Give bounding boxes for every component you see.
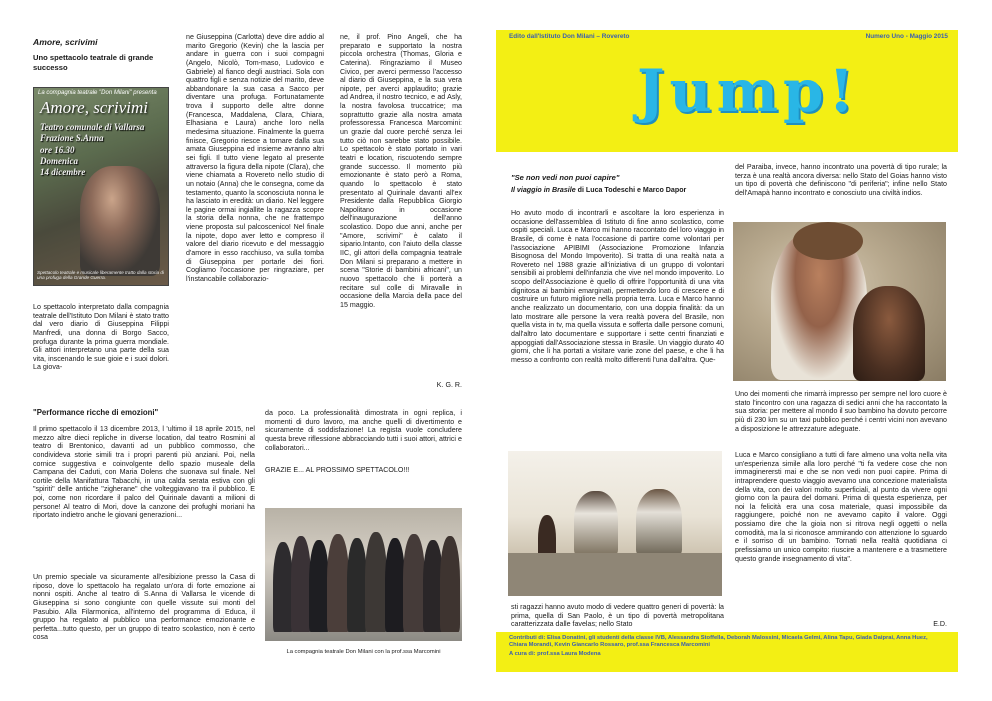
brazil-article-body-2: sti ragazzi hanno avuto modo di vedere quattro generi di povertà: la prima, quella di San Paolo, è un tipo di povertà metropolitana caratterizzata dalle favelas; nello Stato: [511, 603, 724, 629]
performance-paragraph-2: Un premio speciale va sicuramente all'esibizione presso la Casa di riposo, dove lo spettacolo ha regalato un'ora di forte emozione ai nonni ospiti. Anche al teatro di S.Anna di Vallarsa le vicende di Giuseppina si sono congiunte con quelle vissute sui monti del Pasubio. Alla Filarmonica, all'interno del programma di Educa, il gruppo ha regalato al pubblico una performance emozionante e perfetta...tutto questo, per un gruppo di teatro scolastico, non è certo cosa: [33, 573, 255, 642]
article-signature: K. G. R.: [436, 381, 462, 389]
right-page: [496, 0, 992, 701]
brazil-article-signature: E.D.: [933, 620, 947, 628]
curator-credit: A cura di: prof.ssa Laura Modena: [509, 651, 601, 658]
contributors-credits: Contributi di: Elisa Donatini, gli studenti della classe IVB, Alessandra Stoffella, Deborah Malossini, Micaela Gelmi, Alina Tapu, Giada Daiprai, Anna Huez, Chiara Morandi, Kevin Giancarlo Rossaro, prof.ssa Francesca Marcomini: [509, 635, 928, 649]
theatre-group-photo: [265, 508, 462, 641]
poster-top-text: La compagnia teatrale "Don Milani" presenta: [38, 90, 157, 96]
brazil-article-col-right-bottom: Uno dei momenti che rimarrà impresso per sempre nel loro cuore è stato l'incontro con una ragazza di sedici anni che ha raccontato la sua storia: per mettere al mondo il suo bambino ha dovuto percorre più di 230 km su un taxi pubblico perché i centri vicini non avevano a disposizione le attrezzature adeguate.: [735, 390, 947, 433]
issue-label: Numero Uno - Maggio 2015: [865, 33, 948, 40]
publisher-label: Edito dall'Istituto Don Milani – Rovereto: [509, 33, 630, 40]
performance-paragraph-1: Il primo spettacolo il 13 dicembre 2013, l 'ultimo il 18 aprile 2015, nel mezzo altre dieci repliche in diverse location, dal teatro Rosmini al teatro di Brentonico, davanti ad un pubblico commosso, che condivideva storie simili tra i propri parenti più anziani. Poi, nella cornice suggestiva e coinvolgente dello spazio museale della Campana dei Caduti, con Maria Dolens che suonava sul finale. Nel cortile della Manifattura Tabacchi, in una calda serata estiva con gli "spiriti" delle antiche "zigherane" che volteggiavano tra il pubblico. E poi, come non ricordare il palco del Quirinale davanti a milioni di persone! Al teatro di Mori, dove la canzone dei profughi moriani ha riportato indietro anche le giovani generazioni...: [33, 425, 255, 520]
brazil-article-subtitle: Il viaggio in Brasile di Luca Todeschi e Marco Dapor: [511, 186, 687, 195]
performance-grazie: GRAZIE E... AL PROSSIMO SPETTACOLO!!!: [265, 466, 410, 474]
brazil-article-heading: [511, 173, 726, 195]
performance-paragraph-right: da poco. La professionalità dimostrata in ogni replica, i momenti di duro lavoro, ma anche quelli di divertimento e sicuramente di soddisfazione! La regista vuole concludere questa breve riflessione abbracciando tutti i suoi attori, attrici e collaboratori...: [265, 409, 462, 452]
poster-couple-figure: [80, 166, 160, 276]
brazil-portrait-photo: [733, 222, 946, 381]
amore-heading-block: [33, 37, 168, 72]
article-body-col2: ne Giuseppina (Carlotta) deve dire addio al marito Gregorio (Kevin) che la lascia per andare in guerra con i suoi compagni (Angelo, Nicolò, Tom-maso, Ludovico e Gabriele) al fianco degli austriaci. Sola con quattro figli e senza notizie del marito, deve abbandonare la sua casa a Sacco per diventare una profuga. Fortunatamente trova il supporto delle altre donne (Francesca, Maddalena, Clara, Chiara, Elhasiana e Laura) anche loro nella medesima situazione. Finalmente la guerra finisce, Gregorio riesce a tornare dalla sua amata Giuseppina ed insieme avranno altri sei figli. Il tutto viene legato al presente attraverso la figura della nipote (Clara), che viene chiamata a Rovereto nello studio di un notaio (Anna) che le consegna, come da testamento, quanto la sconosciuta nonna le ha lasciato in eredità: un diario. Nel leggere le pagine ormai ingiallite la ragazza scopre la storia della nonna, che ne frattempo viene proposta sul palcoscenico! Nel finale la nipote, dopo aver letto e compreso il valore del diario ricevuto e del messaggio d'amore in esso racchiuso, va sulla tomba di Giuseppina per portarle dei fiori. Cogliamo l'occasione per ringraziare, per l'instancabile collaborazio-: [186, 33, 324, 283]
event-poster-image: [33, 87, 169, 286]
performance-title: "Performance ricche di emozioni": [33, 408, 159, 417]
masthead: [496, 30, 958, 152]
poster-title: Amore, scrivimi: [40, 98, 148, 117]
newspaper-logo: Jump!: [637, 57, 859, 125]
brazil-article-col-right-bottom-2: Luca e Marco consigliano a tutti di fare almeno una volta nella vita un'esperienza simile alla loro perché "ti fa vedere cose che non immaginerersti mai e che se non vedi non puoi capire. Prima di intraprendere questo viaggio avevamo una concezione materialista della vita, con dei valori molto superficiali, al punto da vivere ogni giorno con la paura del domani. Prima di questa esperienza, per noi la felicità era una cosa materiale, quasi impossibile da raggiungere, poiché non ne avevamo capito il valore. Oggi possiamo dire che la gioia non si ritrova negli oggetti o nella comodità, ma la si riconosce ammirando con attenzione lo sguardo e il sorriso di un bambino. Tornati nella realtà quotidiana ci prefissiamo un unico compito: riuscire a mantenere e a trasmettere questo grande insegnamento di vita".: [735, 451, 947, 563]
article-body-col3: ne, il prof. Pino Angeli, che ha preparato e supportato la nostra piccola orchestra (Thomas, Gloria e Caterina). Ringraziamo il Museo Civico, per averci permesso l'accesso al diario di Giuseppina, e la sua vera nipote, per averci applaudito; grazie ad Andrea, il nostro tecnico, e ad Asly, la nostra favolosa truccatrice; ma soprattutto grazie alla nostra amata professoressa Francesca Marcomini: un grazie dal cuore perché senza lei tutto ciò non sarebbe stato possibile. Lo spettacolo è stato portato in vari teatri e location, riscuotendo sempre grande successo. Il momento più emozionante è stato però a Roma, quando lo spettacolo è stato presentato al Quirinale davanti all'ex Presidente dalla Repubblica Giorgio Napolitano in occasione dell'inaugurazione dell'anno scolastico. Dopo due anni, anche per "Amore, scrivimi" è calato il sipario.Intanto, con l'aiuto della classe IIC, gli attori della compagnia teatrale Don Milani si preparano a mettere in scena "Storie di bambini africani", un nuovo spettacolo che li porterà a recitare sul colle di Miravalle in occasione della Marcia della pace del 15 maggio.: [340, 33, 462, 309]
article-title: Amore, scrivimi: [33, 37, 98, 47]
poster-footer-text: Spettacolo teatrale e musicale liberamente tratto dalla storia di una profuga della Grande Guerra.: [37, 269, 164, 281]
brazil-article-col-right-top: del Paraiba, invece, hanno incontrato una povertà di tipo rurale; la terza è una realtà ancora diversa: nello Stato del Goias hanno visto un tipo di povertà che definiscono "di periferia"; infine nello Stato dell'Amapà hanno incontrato e conosciuto una civiltà indios.: [735, 163, 947, 197]
article-body-col1: Lo spettacolo interpretato dalla compagnia teatrale dell'Istituto Don Milani è stato tratto dal vero diario di Giuseppina Filippi Manfredi, una donna di Borgo Sacco, profuga durante la prima guerra mondiale. Gli attori interpretano una parte della sua vita, inscenando le sue gioie e i suoi dolori. La giova-: [33, 303, 169, 372]
brazil-article-body-1: Ho avuto modo di incontrarli e ascoltare la loro esperienza in occasione dell'assemblea di Istituto di fine anno scolastico, come ospiti speciali. Luca e Marco mi hanno raccontato del loro viaggio in Brasile, di come è nata l'occasione di partire come volontari per l'associazione APIBIMI (Associazione Promozione Infanzia Bisognosa del Mondo Impoverito). Si tratta di una realtà nata a Rovereto nel 1988 grazie all'iniziativa di un gruppo di volontari sensibili ai problemi dell'infanzia che vive nel mondo impoverito. Lo scopo dell'Associazione è quello di offrire l'opportunità di una vita dignitosa ai bambini emarginati, permettendo loro di crescere e di costruire un futuro migliore nella propria terra. Luca e Marco hanno anche realizzato un documentario, con una doppia finalità: da un lato mostrare alle persone la vera realtà povera del Brasile, non quella vista in tv, ma quella vissuta e sofferta dalle persone comuni, dall'altro lato documentare e supportare i sette centri finanziati e appoggiati dall'Associazione stessa in Brasile. Un viaggio durato 40 giorni, che li ha portati a visitare varie zone del paese, e che li ha messo a confronto con realtà molto differenti l'una dall'altra. Que-: [511, 209, 724, 364]
brazil-article-title: "Se non vedi non puoi capire": [511, 173, 620, 182]
photo-caption: La compagnia teatrale Don Milani con la prof.ssa Marcomini: [286, 649, 441, 655]
poster-info: Teatro comunale di Vallarsa Frazione S.Anna ore 16.30 Domenica 14 dicembre: [40, 122, 145, 177]
article-subtitle: Uno spettacolo teatrale di grande successo: [33, 53, 154, 72]
brazil-street-photo: [508, 451, 722, 596]
credits-box: [496, 632, 958, 672]
